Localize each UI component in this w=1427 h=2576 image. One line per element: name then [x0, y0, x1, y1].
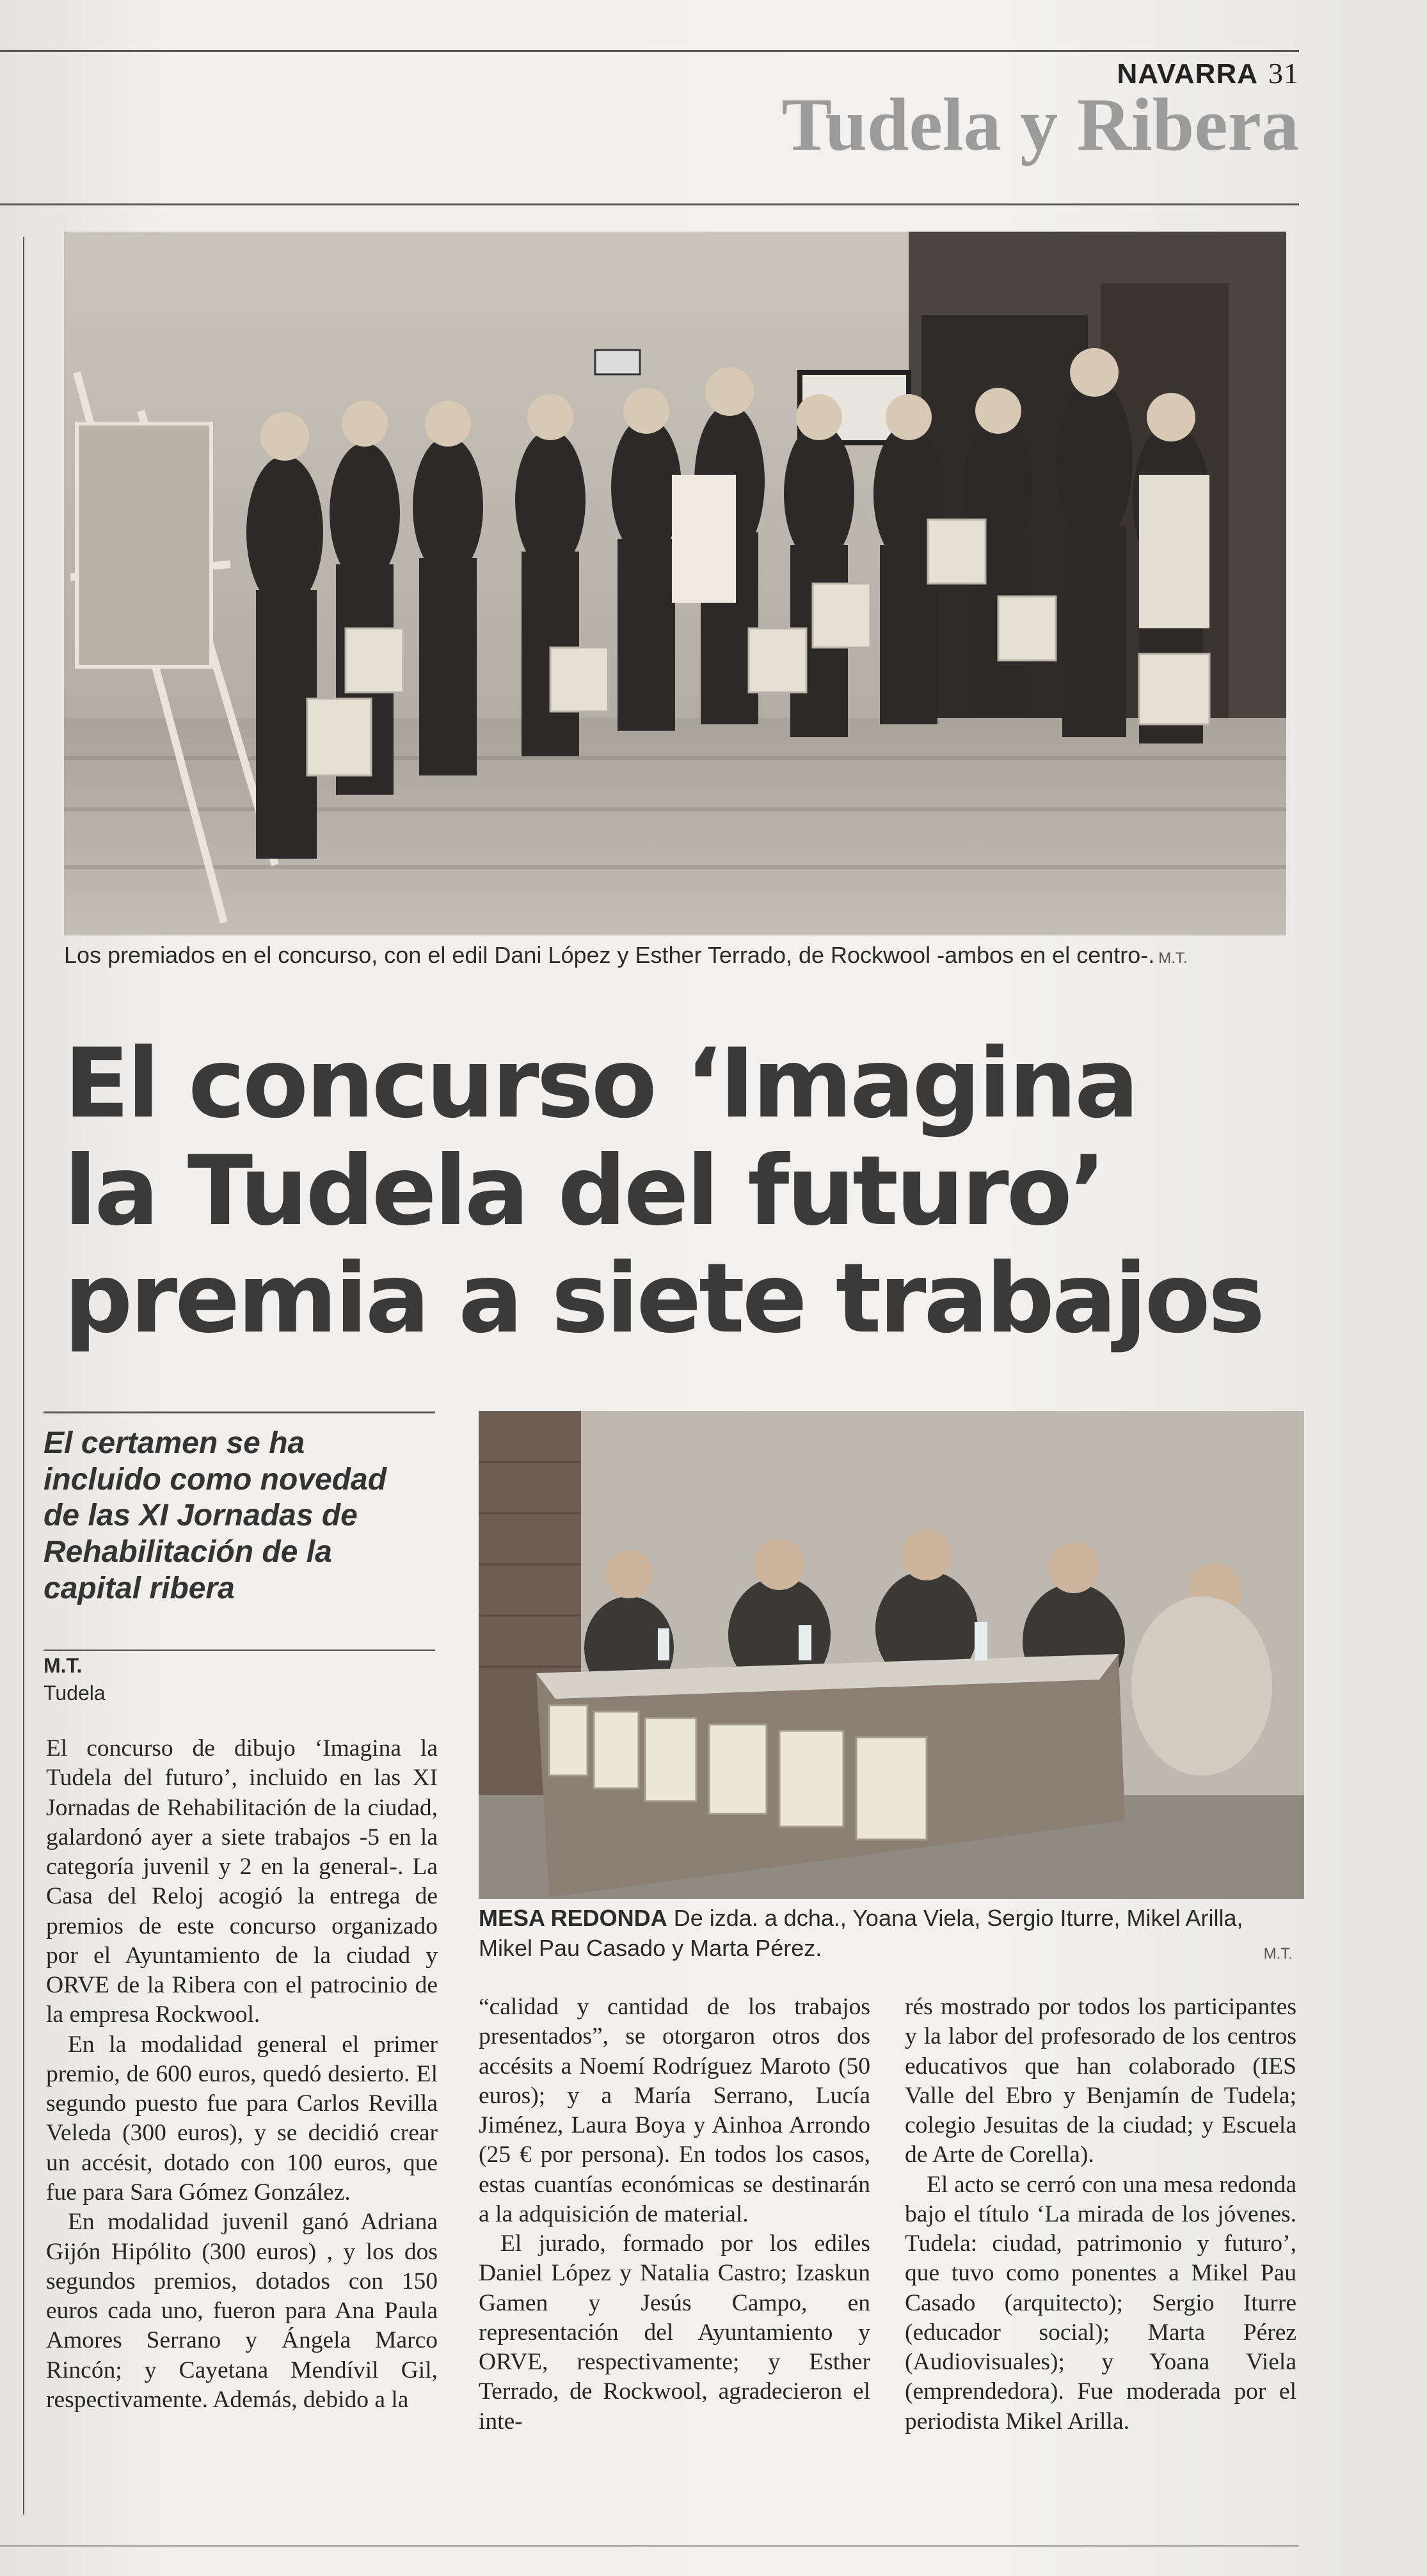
page-bottom-rule	[0, 2545, 1299, 2547]
article-column-2	[479, 1992, 870, 2437]
section-name: NAVARRA	[1117, 58, 1258, 90]
col2-paragraph-1: “calidad y cantidad de los trabajos presentados”, se otorgaron otros dos accésits a Noemí Rodríguez Maroto (50 euros); y a María Serrano, Lucía Jiménez, Laura Boya y Ainhoa Arrondo (25 € por persona). En todos los casos, estas cuantías económicas se destinarán a la adquisición de material.	[479, 1994, 870, 2227]
col1-paragraph-2: En la modalidad general el primer premio, de 600 euros, quedó desierto. El segundo puesto fue para Carlos Revilla Veleda (300 euros), y se decidió crear un accésit, dotado con 100 euros, que fue para Sara Gómez González.	[46, 2031, 438, 2206]
round-table-caption-text: De izda. a dcha., Yoana Viela, Sergio Iturre, Mikel Arilla, Mikel Pau Casado y Marta Pérez.	[479, 1905, 1243, 1961]
subhead-bottom-rule	[44, 1650, 435, 1651]
article-subhead: El certamen se ha incluido como novedad de las XI Jornadas de Rehabilitación de la capital ribera	[44, 1426, 387, 1605]
headline-line-2: la Tudela del futuro’	[64, 1136, 1104, 1247]
top-rule	[0, 50, 1299, 52]
award-photo-credit: M.T.	[1158, 950, 1188, 967]
award-winners-photo-illustration	[64, 232, 1286, 935]
award-photo-caption	[64, 941, 1286, 971]
round-table-caption	[479, 1904, 1295, 1964]
article-column-1	[46, 1734, 438, 2415]
round-table-photo	[479, 1411, 1304, 1899]
col1-paragraph-1: El concurso de dibujo ‘Imagina la Tudela del futuro’, incluido en las XI Jornadas de Rehabilitación de la ciudad, galardonó ayer a siete trabajos -5 en la categoría juvenil y 2 en la general-. La Casa del Reloj acogió la entrega de premios de este concurso organizado por el Ayuntamiento de la ciudad y ORVE de la Ribera con el patrocinio de la empresa Rockwool.	[46, 1735, 438, 2028]
article-column-3	[905, 1992, 1296, 2437]
article-headline	[64, 1030, 1280, 1353]
award-photo-caption-text: Los premiados en el concurso, con el edil Dani López y Esther Terrado, de Rockwool -ambos en el centro-.	[64, 942, 1155, 968]
col3-paragraph-1: rés mostrado por todos los participantes y la labor del profesorado de los centros educativos que han colaborado (IES Valle del Ebro y Benjamín de Tudela; colegio Jesuitas de la ciudad; y Escuela de Arte de Corella).	[905, 1994, 1296, 2168]
col3-paragraph-2: El acto se cerró con una mesa redonda bajo el título ‘La mirada de los jóvenes. Tudela: ciudad, patrimonio y futuro’, que tuvo como ponentes a Mikel Pau Casado (arquitecto); Sergio Iturre (educador social); Marta Pérez (Audiovisuales); y Yoana Viela (emprendedora). Fue moderada por el periodista Mikel Arilla.	[905, 2171, 1296, 2435]
award-winners-photo	[64, 232, 1286, 935]
byline-author: M.T.	[44, 1654, 83, 1677]
article-byline	[44, 1652, 106, 1707]
round-table-photo-credit: M.T.	[1263, 1945, 1293, 1962]
byline-place: Tudela	[44, 1682, 106, 1705]
section-title: Tudela y Ribera	[781, 83, 1299, 166]
header-bottom-rule	[0, 203, 1299, 205]
col2-paragraph-2: El jurado, formado por los ediles Daniel López y Natalia Castro; Izaskun Gamen y Jesús Campo, en representación del Ayuntamiento y ORVE, respectivamente; y Esther Terrado, de Rockwool, agradecieron el inte-	[479, 2230, 870, 2435]
page-number: 31	[1268, 57, 1299, 90]
col1-paragraph-3: En modalidad juvenil ganó Adriana Gijón Hipólito (300 euros) , y los dos segundos premios, dotados con 150 euros cada uno, fueron para Ana Paula Amores Serrano y Ángela Marco Rincón; y Cayetana Mendívil Gil, respectivamente. Además, debido a la	[46, 2209, 438, 2413]
left-column-rule	[23, 237, 24, 2515]
headline-line-3: premia a siete trabajos	[64, 1243, 1263, 1355]
headline-line-1: El concurso ‘Imagina	[64, 1028, 1137, 1140]
subhead-top-rule	[44, 1411, 435, 1413]
round-table-photo-illustration	[479, 1411, 1304, 1899]
round-table-caption-lead: MESA REDONDA	[479, 1905, 667, 1931]
